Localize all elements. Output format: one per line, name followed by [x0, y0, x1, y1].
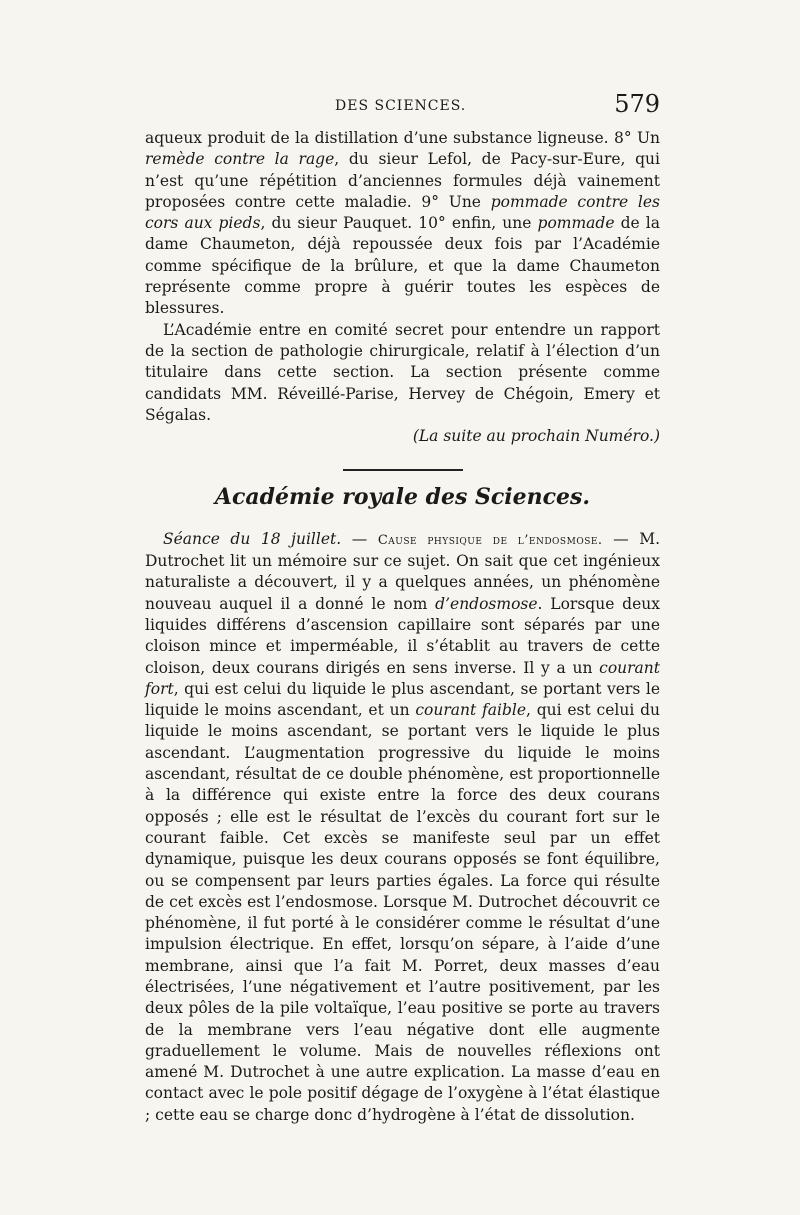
term-endosmose: d’endosmose	[435, 594, 538, 613]
intro-text-1: aqueux produit de la distillation d’une substance ligneuse. 8° Un	[145, 129, 660, 147]
continued-note: (La suite au prochain Numéro.)	[412, 427, 660, 446]
intro-paragraph-1	[145, 128, 660, 320]
intro-italic-pommade: pommade	[537, 214, 615, 233]
running-head: DES SCIENCES.	[335, 98, 467, 114]
session-dash-2: —	[602, 529, 640, 548]
session-text-3: , qui est celui du liquide le plus ascendant, se portant vers le liquide le moins ascendant, et un	[145, 679, 660, 720]
section-title: Académie royale des Sciences.	[214, 484, 591, 511]
session-text-1: M. Dutrochet lit un mémoire sur ce sujet. On sait que cet ingénieux naturaliste a découvert, il y a quelques années, un phénomène nouveau auquel il a donné le nom	[145, 529, 661, 613]
page-number: 579	[614, 90, 660, 118]
intro-text-4: de la dame Chaumeton, déjà repoussée deux fois par l’Académie comme spécifique de la brûlure, et que la dame Chaumeton représente comme propre à guérir toutes les espèces de blessures.	[145, 214, 660, 318]
term-courant-faible: courant faible	[415, 701, 527, 720]
intro-italic-remedy: remède contre la rage	[145, 150, 335, 169]
session-text-2: . Lorsque deux liquides différens d’ascension capillaire sont séparés par une cloison mince et imperméable, il s’établit au travers de cette cloison, deux courans dirigés en sens inverse. Il y a un	[145, 594, 661, 677]
intro-text-2: , du sieur Lefol, de Pacy-sur-Eure, qui n’est qu’une répétition d’anciennes formules déjà vainement proposées contre cette maladie. 9° Une	[145, 150, 660, 211]
session-paragraph	[145, 529, 660, 1126]
term-courant-fort: courant fort	[145, 658, 660, 698]
intro-text-3: , du sieur Pauquet. 10° enfin, une	[260, 214, 538, 233]
page-body	[145, 128, 660, 1126]
session-dash-1: —	[341, 529, 378, 548]
intro-italic-pommade-cors: pommade contre les cors aux pieds	[145, 192, 660, 233]
section-divider	[343, 469, 463, 471]
session-text-4: , qui est celui du liquide le moins ascendant, se portant vers le liquide le plus ascendant. L’augmentation progressive du liquide le moins ascendant, résultat de ce double phénomène, est proportionnelle à la différence qui existe entre la force des deux courans opposés ; elle est le résultat de l’excès du courant fort sur le courant faible. Cet excès se manifeste seul par un effet dynamique, puisque les deux courans opposés se font équilibre, ou se compensent par leurs parties égales. La force qui résulte de cet excès est l’endosmose. Lorsque M. Dutrochet découvrit ce phénomène, il fut porté à le considérer comme le résultat d’une impulsion électrique. En effet, lorsqu’on sépare, à l’aide d’une membrane, ainsi que l’a fait M. Porret, deux masses d’eau électrisées, l’une négativement et l’autre positivement, par les deux pôles de la pile voltaïque, l’eau positive se porte au travers de la membrane vers l’eau négative dont elle augmente graduellement le volume. Mais de nouvelles réflexions ont amené M. Dutrochet à une autre explication. La masse d’eau en contact avec le pole positif dégage de l’oxygène à l’état élastique ; cette eau se charge donc d’hydrogène à l’état de dissolution.	[145, 701, 660, 1124]
intro-paragraph-2: L’Académie entre en comité secret pour entendre un rapport de la section de pathologie chirurgicale, relatif à l’élection d’un titulaire dans cette section. La section présente comme candidats MM. Réveillé-Parise, Hervey de Chégoin, Emery et Ségalas.	[145, 320, 660, 424]
page-header	[145, 90, 660, 120]
session-topic: Cause physique de l’endosmose.	[377, 532, 603, 548]
session-date: Séance du 18 juillet.	[163, 529, 342, 548]
